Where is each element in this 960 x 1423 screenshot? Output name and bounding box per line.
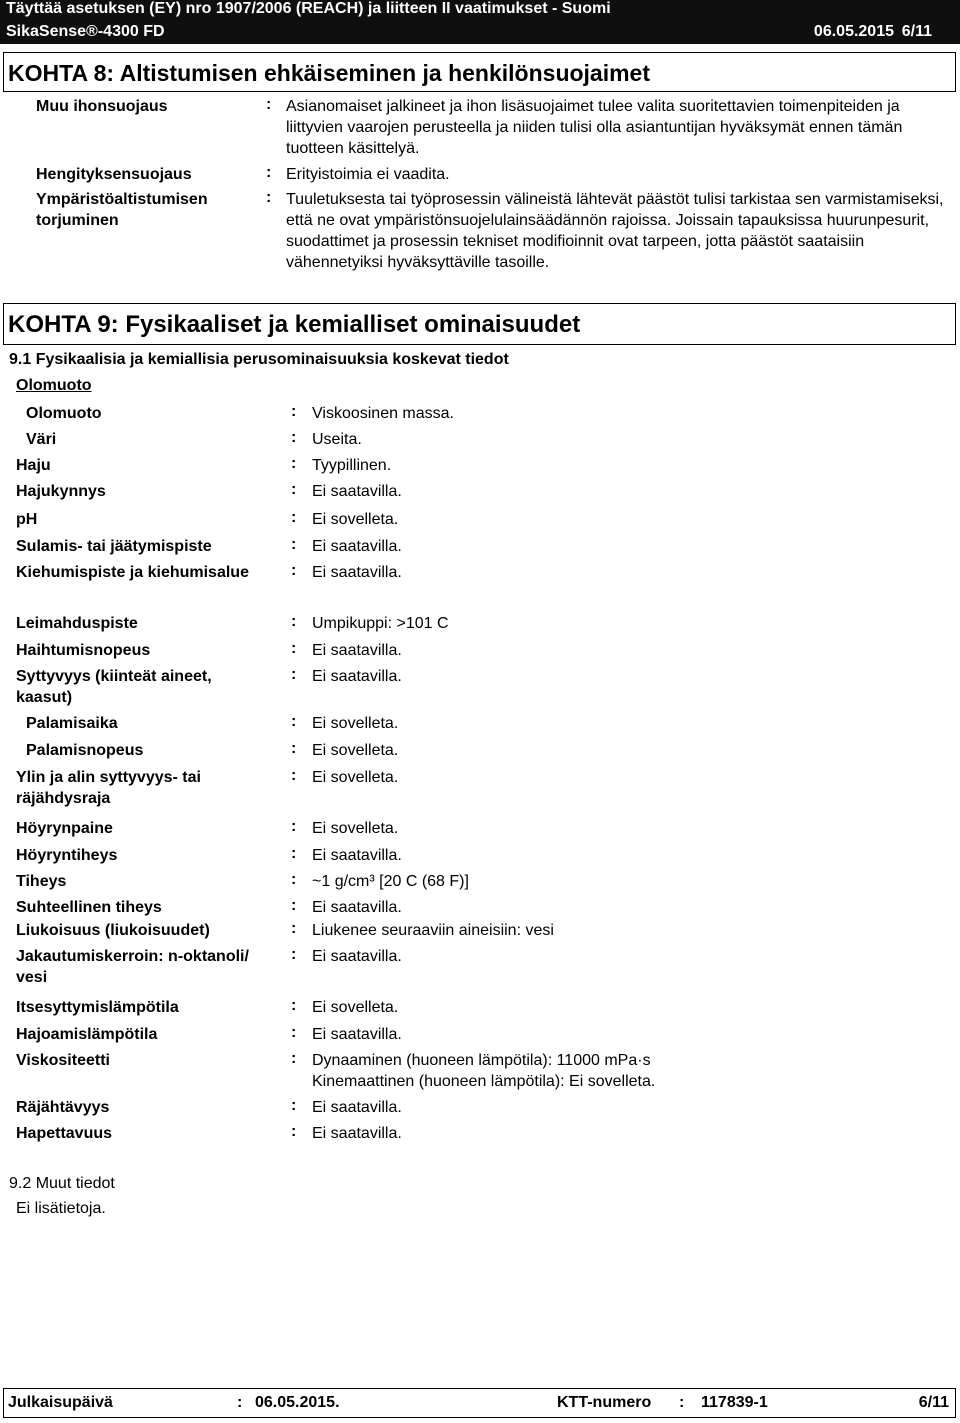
colon: :	[291, 767, 297, 784]
property-value: Viskoosinen massa.	[312, 405, 454, 422]
colon: :	[266, 164, 272, 181]
colon: :	[291, 429, 297, 446]
colon: :	[291, 897, 297, 914]
property-label: Palamisnopeus	[26, 742, 144, 759]
colon: :	[291, 562, 297, 579]
property-label: Väri	[26, 431, 57, 448]
property-label: Ylin ja alin syttyvyys- tai räjähdysraja	[16, 769, 201, 807]
property-value: Ei sovelleta.	[312, 511, 399, 528]
property-value: ~1 g/cm³ [20 C (68 F)]	[312, 873, 469, 890]
property-label: Suhteellinen tiheys	[16, 899, 162, 916]
header-page-number: 6/11	[901, 23, 932, 40]
value-respiratory-protection: Erityistoimia ei vaadita.	[286, 166, 450, 183]
colon: :	[291, 946, 297, 963]
regulation-line: Täyttää asetuksen (EY) nro 1907/2006 (REACH) ja liitteen II vaatimukset - Suomi	[6, 0, 611, 17]
property-label: Höyryntiheys	[16, 847, 118, 864]
property-value: Ei sovelleta.	[312, 742, 399, 759]
subsection-9-1-heading: 9.1 Fysikaalisia ja kemiallisia perusominaisuuksia koskevat tiedot	[9, 351, 509, 368]
property-value: Umpikuppi: >101 C	[312, 615, 449, 632]
property-value: Ei saatavilla.	[312, 642, 402, 659]
ktt-number-label: KTT-numero	[557, 1394, 652, 1411]
property-value-line-2: Kinemaattinen (huoneen lämpötila): Ei sovelleta.	[312, 1073, 656, 1090]
issue-date-value: 06.05.2015.	[255, 1394, 340, 1411]
property-value: Ei saatavilla.	[312, 1125, 402, 1142]
colon: :	[679, 1394, 685, 1411]
property-value: Dynaaminen (huoneen lämpötila): 11000 mPa·s	[312, 1052, 651, 1069]
footer-page-number: 6/11	[918, 1394, 949, 1411]
property-value: Ei sovelleta.	[312, 820, 399, 837]
colon: :	[291, 640, 297, 657]
colon: :	[291, 871, 297, 888]
property-value: Ei saatavilla.	[312, 483, 402, 500]
appearance-heading: Olomuoto	[16, 377, 92, 394]
colon: :	[291, 403, 297, 420]
colon: :	[237, 1394, 243, 1411]
property-value: Ei saatavilla.	[312, 847, 402, 864]
colon: :	[291, 1024, 297, 1041]
property-value: Ei sovelleta.	[312, 715, 399, 732]
property-label: Räjähtävyys	[16, 1099, 110, 1116]
property-label: Haju	[16, 457, 51, 474]
colon: :	[291, 1123, 297, 1140]
property-value: Ei sovelleta.	[312, 769, 399, 786]
value-environmental-exposure: Tuuletuksesta tai työprosessin välineistä lähtevät päästöt tulisi tarkistaa sen varmistamiseksi, että ne ovat ympäristönsuojelulainsäädännön rajoissa. Joissain tapauksissa huurunpesurit, suodattimet ja prosessin tekniset modifioinnit ovat tarpeen, jotta päästöt saataisiin vähennetyiksi hyväksyttäville tasoille.	[286, 191, 944, 271]
colon: :	[291, 713, 297, 730]
property-value: Ei saatavilla.	[312, 1099, 402, 1116]
property-value: Ei saatavilla.	[312, 1026, 402, 1043]
colon: :	[291, 997, 297, 1014]
property-label: Sulamis- tai jäätymispiste	[16, 538, 212, 555]
product-name: SikaSense®-4300 FD	[6, 23, 165, 40]
property-label: Jakautumiskerroin: n-oktanoli/ vesi	[16, 948, 249, 986]
property-label: Haihtumisnopeus	[16, 642, 151, 659]
colon: :	[291, 666, 297, 683]
property-label: Palamisaika	[26, 715, 118, 732]
property-label: Tiheys	[16, 873, 67, 890]
value-other-skin-protection: Asianomaiset jalkineet ja ihon lisäsuojaimet tulee valita suoritettavien toimenpiteiden ja liittyvien vaarojen perusteella ja niiden tulisi olla asiantuntijan hyväksymät ennen tämän tuotteen käsittelyä.	[286, 98, 903, 157]
colon: :	[291, 509, 297, 526]
property-label: pH	[16, 511, 38, 528]
colon: :	[291, 455, 297, 472]
colon: :	[291, 920, 297, 937]
header-date: 06.05.2015	[813, 23, 894, 40]
section-9-title: KOHTA 9: Fysikaaliset ja kemialliset ominaisuudet	[3, 303, 956, 345]
document-footer	[3, 1388, 956, 1418]
colon: :	[291, 740, 297, 757]
property-label: Hajukynnys	[16, 483, 106, 500]
property-label: Leimahduspiste	[16, 615, 138, 632]
property-value: Liukenee seuraaviin aineisiin: vesi	[312, 922, 554, 939]
property-value: Useita.	[312, 431, 362, 448]
property-value: Ei saatavilla.	[312, 948, 402, 965]
property-value: Ei saatavilla.	[312, 564, 402, 581]
property-label: Syttyvyys (kiinteät aineet, kaasut)	[16, 668, 212, 706]
property-label: Höyrynpaine	[16, 820, 113, 837]
property-label: Olomuoto	[26, 405, 102, 422]
colon: :	[291, 613, 297, 630]
document-header	[0, 0, 960, 44]
property-label: Hajoamislämpötila	[16, 1026, 158, 1043]
colon: :	[266, 96, 272, 113]
property-value: Ei saatavilla.	[312, 899, 402, 916]
label-other-skin-protection: Muu ihonsuojaus	[36, 98, 168, 115]
subsection-9-2-heading: 9.2 Muut tiedot	[9, 1175, 115, 1192]
colon: :	[291, 818, 297, 835]
colon: :	[291, 1097, 297, 1114]
label-environmental-exposure: Ympäristöaltistumisen torjuminen	[36, 191, 208, 229]
ktt-number-value: 117839-1	[701, 1394, 768, 1411]
property-value: Tyypillinen.	[312, 457, 392, 474]
other-info-text: Ei lisätietoja.	[16, 1200, 106, 1217]
colon: :	[266, 189, 272, 206]
label-respiratory-protection: Hengityksensuojaus	[36, 166, 192, 183]
property-value: Ei saatavilla.	[312, 538, 402, 555]
colon: :	[291, 536, 297, 553]
section-8-title: KOHTA 8: Altistumisen ehkäiseminen ja henkilönsuojaimet	[3, 52, 956, 92]
property-label: Hapettavuus	[16, 1125, 113, 1142]
property-value: Ei sovelleta.	[312, 999, 399, 1016]
property-value: Ei saatavilla.	[312, 668, 402, 685]
property-label: Itsesyttymislämpötila	[16, 999, 179, 1016]
property-label: Kiehumispiste ja kiehumisalue	[16, 564, 249, 581]
colon: :	[291, 845, 297, 862]
property-label: Liukoisuus (liukoisuudet)	[16, 922, 210, 939]
colon: :	[291, 1050, 297, 1067]
property-label: Viskositeetti	[16, 1052, 110, 1069]
issue-date-label: Julkaisupäivä	[8, 1394, 113, 1411]
colon: :	[291, 481, 297, 498]
